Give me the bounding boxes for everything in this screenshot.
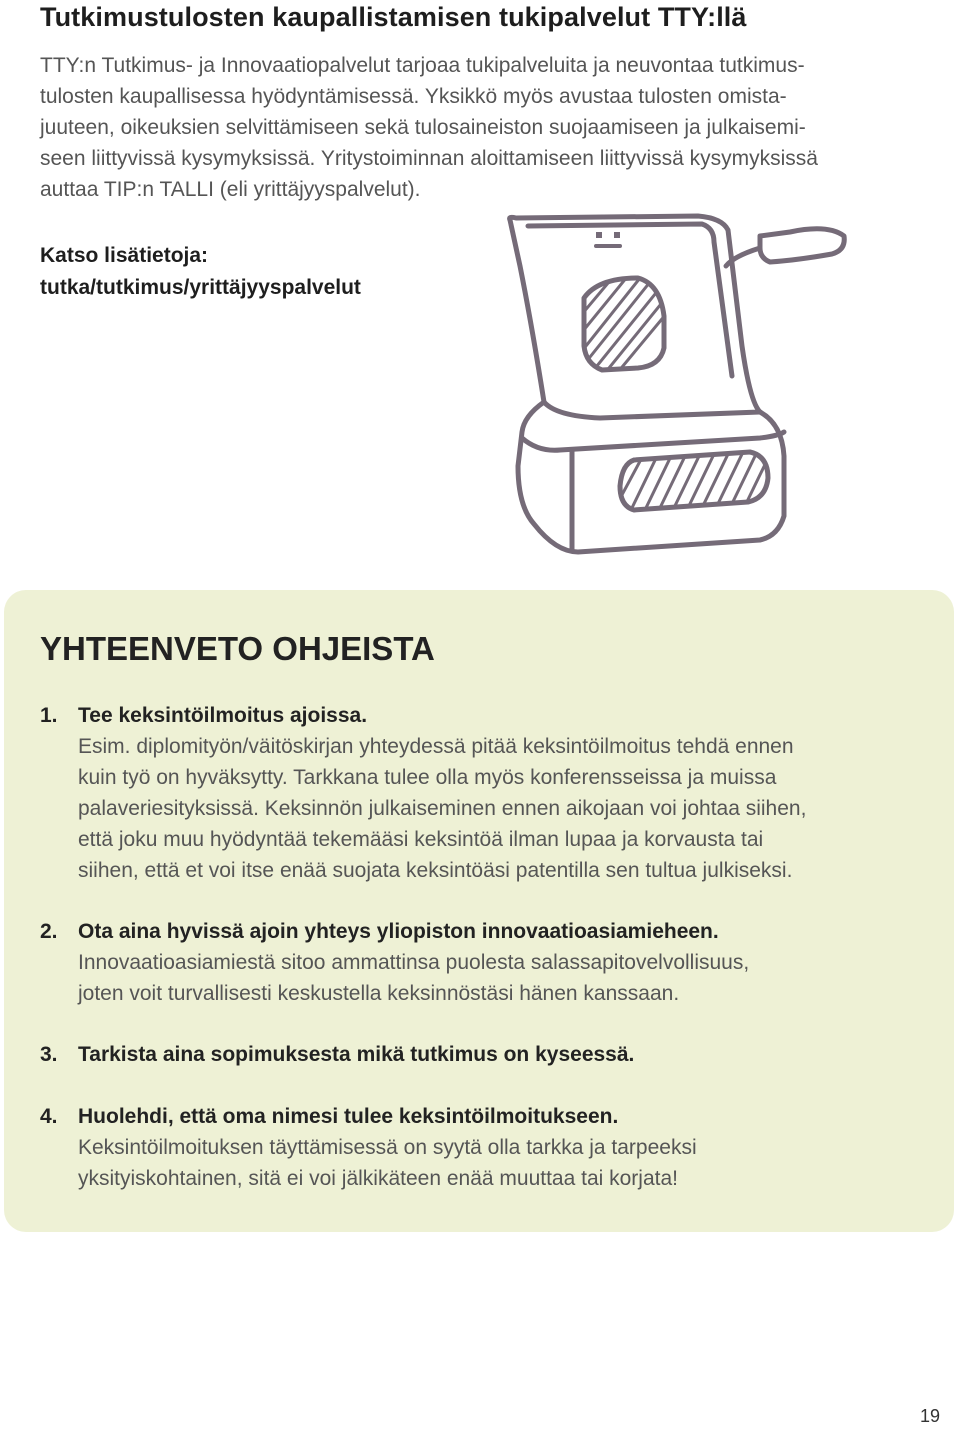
item-body (78, 700, 938, 886)
item-text (78, 947, 938, 1009)
intro-line: TTY:n Tutkimus- ja Innovaatiopalvelut tarjoaa tukipalveluita ja neuvontaa tutkimus- (40, 54, 805, 77)
item-number: 2. (40, 920, 58, 943)
item-line: että joku muu hyödyntää tekemääsi keksintöä ilman lupaa ja korvausta tai (78, 828, 764, 851)
page-title: Tutkimustulosten kaupallistamisen tukipalvelut TTY:llä (40, 2, 747, 32)
item-line: palaveriesityksissä. Keksinnön julkaiseminen ennen aikojaan voi johtaa siihen, (78, 797, 807, 820)
item-body (78, 916, 938, 1009)
item-body (78, 1039, 938, 1070)
intro-line: tulosten kaupallisessa hyödyntämisessä. Yksikkö myös avustaa tulosten omista- (40, 85, 787, 108)
intro-line: auttaa TIP:n TALLI (eli yrittäjyyspalvelut). (40, 178, 421, 201)
item-line: Keksintöilmoituksen täyttämisessä on syytä olla tarkka ja tarpeeksi (78, 1136, 697, 1159)
item-line: yksityiskohtainen, sitä ei voi jälkikäteen enää muuttaa tai korjata! (78, 1167, 678, 1190)
more-info (40, 240, 361, 304)
item-text (78, 731, 938, 886)
item-number: 4. (40, 1105, 58, 1128)
item-number: 3. (40, 1043, 58, 1066)
item-heading: Ota aina hyvissä ajoin yhteys yliopiston innovaatioasiamieheen. (78, 920, 719, 943)
page-number: 19 (919, 1406, 940, 1426)
cash-register-sketch-svg (498, 206, 858, 566)
cash-register-sketch-icon (498, 206, 858, 571)
item-heading: Tee keksintöilmoitus ajoissa. (78, 704, 368, 727)
item-line: Innovaatioasiamiestä sitoo ammattinsa puolesta salassapitovelvollisuus, (78, 951, 750, 974)
item-line: Esim. diplomityön/väitöskirjan yhteydessä pitää keksintöilmoitus tehdä ennen (78, 735, 794, 758)
item-line: joten voit turvallisesti keskustella keksinnöstäsi hänen kanssaan. (78, 982, 680, 1005)
summary-title: YHTEENVETO OHJEISTA (40, 630, 435, 667)
more-info-label: Katso lisätietoja: (40, 244, 209, 267)
intro-line: juuteen, oikeuksien selvittämiseen sekä tulosaineiston suojaamiseen ja julkaisemi- (40, 116, 806, 139)
item-body (78, 1101, 938, 1194)
item-line: siihen, että et voi itse enää suojata keksintöäsi patentilla sen tultua julkiseksi. (78, 859, 793, 882)
item-heading: Tarkista aina sopimuksesta mikä tutkimus on kyseessä. (78, 1043, 635, 1066)
item-heading: Huolehdi, että oma nimesi tulee keksintöilmoitukseen. (78, 1105, 619, 1128)
more-info-path: tutka/tutkimus/yrittäjyyspalvelut (40, 276, 361, 299)
item-number: 1. (40, 704, 58, 727)
item-line: kuin työ on hyväksytty. Tarkkana tulee olla myös konferensseissa ja muissa (78, 766, 777, 789)
item-text (78, 1132, 938, 1194)
intro-line: seen liittyvissä kysymyksissä. Yritystoiminnan aloittamiseen liittyvissä kysymyksissä (40, 147, 818, 170)
intro-paragraph (40, 50, 940, 205)
